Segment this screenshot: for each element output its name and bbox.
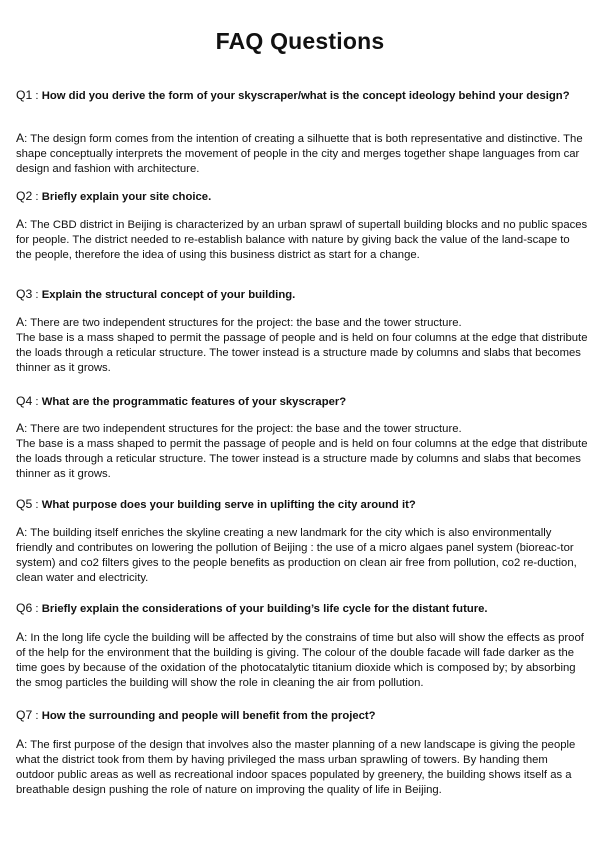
answer-3 [16, 315, 588, 376]
page-title: FAQ Questions [215, 28, 385, 54]
answer-paragraph: A: The first purpose of the design that involves also the master planning of a new landscape is giving the people what the district took from them by having privileged the mass urban sprawling of towers. By handing them outdoor public areas as well as recreational indoor spaces populated by greenery, the building shows itself as a breathable design pushing the role of nature on improving the quality of life in Beijing. [16, 737, 576, 796]
answer-prefix: A [16, 217, 25, 231]
question-1: Q1 : How did you derive the form of your skyscraper/what is the concept ideology behind your design? [16, 88, 570, 102]
answer-6 [16, 630, 588, 691]
answer-paragraph: A: There are two independent structures for the project: the base and the tower structure. [16, 315, 462, 329]
answer-prefix: A [16, 315, 25, 329]
question-7: Q7 : How the surrounding and people will benefit from the project? [16, 708, 376, 722]
question-number: Q1 [16, 88, 33, 102]
question-number: Q6 [16, 601, 33, 615]
question-number: Q5 [16, 497, 33, 511]
answer-text: The CBD district in Beijing is characterized by an urban sprawl of supertall building blocks and no public spaces for people. The district needed to re-establish balance with nature by giving back the value of the land-scape to the people, therefore the idea of using this business district as start for a change. [16, 219, 588, 261]
question-text: Explain the structural concept of your building. [41, 289, 296, 301]
answer-1 [16, 131, 588, 177]
answer-7 [16, 737, 588, 798]
answer-prefix: A [16, 421, 25, 435]
question-number: Q7 [16, 708, 33, 722]
question-number: Q2 [16, 189, 33, 203]
answer-2 [16, 217, 588, 263]
answer-prefix: A [16, 737, 25, 751]
answer-prefix: A [16, 131, 25, 145]
answer-paragraph: A: The building itself enriches the skyline creating a new landmark for the city which is also environmentally friendly and contributes on lowering the pollution of Beijing : the use of a micro algaes panel system (bioreac-tor system) and co2 filters gives to the people benefits as production on clean air free from pollution, co2 re-duction, clean water and electricity. [16, 525, 577, 584]
answer-text: The first purpose of the design that involves also the master planning of a new landscape is giving the people what the district took from them by having privileged the mass urban sprawling of towers. By handing them outdoor public areas as well as recreational indoor spaces populated by greenery, the building shows itself as a breathable design pushing the role of nature on improving the quality of life in Beijing. [16, 739, 576, 796]
answer-text: In the long life cycle the building will be affected by the constrains of time but also will show the effects as proof of the help for the environment that the building is giving. The colour of the double facade will fade darker as the time goes by because of the oxidation of the photocatalytic titanium dioxide which is composed by; by absorbing the smog particles the building will show the role in cleaning the air from pollution. [16, 632, 584, 689]
answer-text: There are two independent structures for the project: the base and the tower structure. [30, 317, 462, 329]
question-text: How did you derive the form of your skyscraper/what is the concept ideology behind your design? [41, 90, 570, 102]
answer-paragraph: A: In the long life cycle the building will be affected by the constrains of time but also will show the effects as proof of the help for the environment that the building is giving. The colour of the double facade will fade darker as the time goes by because of the oxidation of the photocatalytic titanium dioxide which is composed by; by absorbing the smog particles the building will show the role in cleaning the air from pollution. [16, 630, 584, 689]
question-6: Q6 : Briefly explain the considerations of your building’s life cycle for the distant future. [16, 601, 488, 615]
question-text: Briefly explain your site choice. [41, 191, 212, 203]
answer-5 [16, 525, 588, 586]
question-number: Q3 [16, 287, 33, 301]
answer-text: The design form comes from the intention of creating a silhuette that is both representative and distinctive. The shape conceptually interprets the movement of people in the city and merges together shape languages from car design and fashion with architecture. [16, 133, 583, 175]
answer-4 [16, 421, 588, 482]
answer-text: There are two independent structures for the project: the base and the tower structure. [30, 423, 462, 435]
question-number: Q4 [16, 394, 33, 408]
answer-paragraph: The base is a mass shaped to permit the passage of people and is held on four columns at the edge that distribute the loads through a reticular structure. The tower instead is a structure made by columns and slabs that becomes thinner as it grows. [16, 438, 588, 480]
question-4: Q4 : What are the programmatic features of your skyscraper? [16, 394, 347, 408]
answer-prefix: A [16, 630, 25, 644]
answer-paragraph: A: There are two independent structures for the project: the base and the tower structure. [16, 421, 462, 435]
answer-prefix: A [16, 525, 25, 539]
answer-paragraph: A: The design form comes from the intention of creating a silhuette that is both representative and distinctive. The shape conceptually interprets the movement of people in the city and merges together shape languages from car design and fashion with architecture. [16, 131, 583, 175]
question-text: Briefly explain the considerations of your building’s life cycle for the distant future. [41, 603, 488, 615]
question-text: What are the programmatic features of your skyscraper? [41, 396, 347, 408]
question-text: How the surrounding and people will benefit from the project? [41, 710, 376, 722]
question-text: What purpose does your building serve in uplifting the city around it? [41, 499, 416, 511]
question-5: Q5 : What purpose does your building serve in uplifting the city around it? [16, 497, 416, 511]
answer-paragraph: A: The CBD district in Beijing is characterized by an urban sprawl of supertall building blocks and no public spaces for people. The district needed to re-establish balance with nature by giving back the value of the land-scape to the people, therefore the idea of using this business district as start for a change. [16, 217, 588, 261]
question-3: Q3 : Explain the structural concept of your building. [16, 287, 296, 301]
answer-paragraph: The base is a mass shaped to permit the passage of people and is held on four columns at the edge that distribute the loads through a reticular structure. The tower instead is a structure made by columns and slabs that becomes thinner as it grows. [16, 332, 588, 374]
question-2: Q2 : Briefly explain your site choice. [16, 189, 212, 203]
answer-text: The building itself enriches the skyline creating a new landmark for the city which is also environmentally friendly and contributes on lowering the pollution of Beijing : the use of a micro algaes panel system (bioreac-tor system) and co2 filters gives to the people benefits as production on clean air free from pollution, co2 re-duction, clean water and electricity. [16, 527, 577, 584]
